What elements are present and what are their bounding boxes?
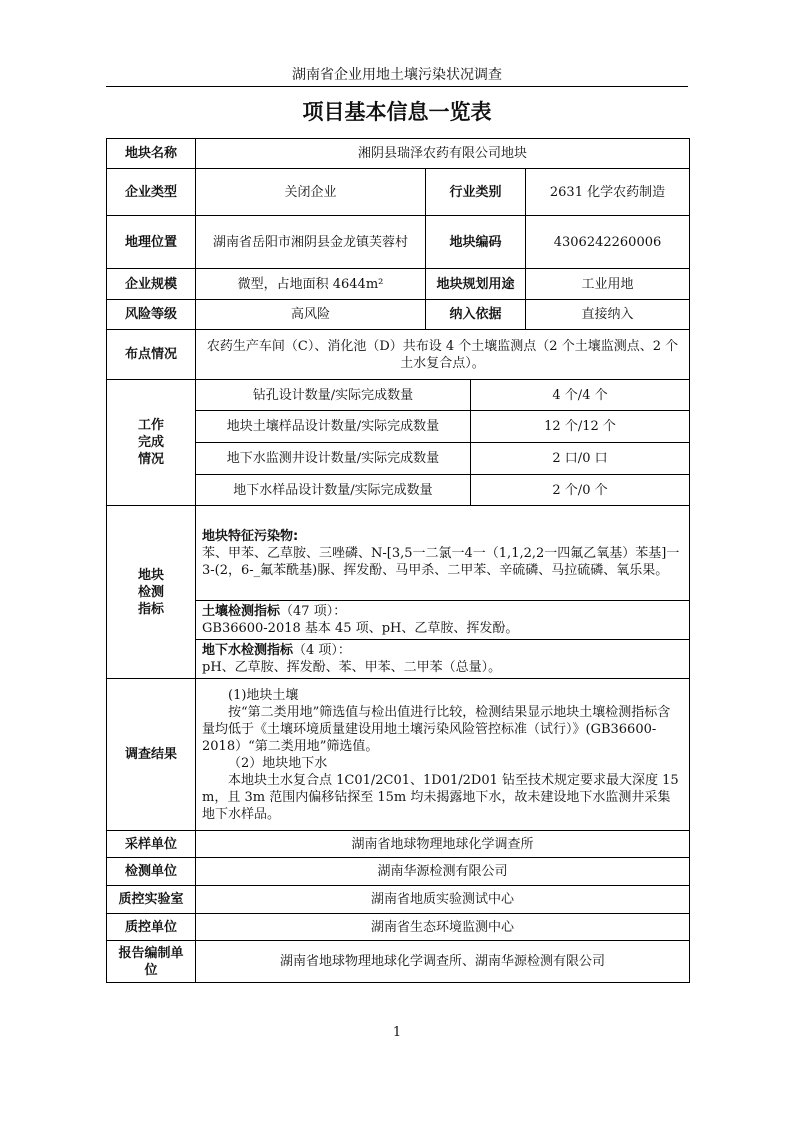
soil-indicators-title: 土壤检测指标 [202, 604, 281, 619]
table-row [107, 858, 690, 886]
groundwater-indicators-title: 地下水检测指标 [202, 643, 294, 658]
work-item-value: 2 口/0 口 [471, 443, 690, 475]
table-row [107, 886, 690, 914]
row-label: 质控实验室 [107, 886, 196, 914]
table-row [107, 216, 690, 269]
table-row [107, 679, 690, 831]
row-value: 4306242260006 [526, 216, 690, 269]
table-row [107, 139, 690, 169]
row-label: 地块名称 [107, 139, 196, 169]
result-groundwater-heading: （2）地块地下水 [228, 755, 328, 771]
row-label: 风险等级 [107, 300, 196, 330]
soil-indicators-count: （47 项）： [280, 604, 347, 619]
row-label: 地块检测指标 [107, 506, 196, 679]
row-label: 企业类型 [107, 169, 196, 216]
groundwater-indicators-text: pH、乙草胺、挥发酚、苯、甲苯、二甲苯（总量）。 [202, 660, 502, 675]
work-item-label: 地下水监测井设计数量/实际完成数量 [196, 443, 471, 475]
work-item-label: 钻孔设计数量/实际完成数量 [196, 380, 471, 411]
table-row [107, 269, 690, 300]
row-value: 湖南省地质实验测试中心 [196, 886, 690, 914]
result-groundwater-text: 本地块土水复合点 1C01/2C01、1D01/2D01 钻至技术规定要求最大深度 15 m，且 3m 范围内偏移钻探至 15m 均未揭露地下水，故未建设地下水监测井采集地下水样品。 [202, 772, 679, 822]
row-label: 地块编码 [426, 216, 526, 269]
row-label: 企业规模 [107, 269, 196, 300]
row-label: 报告编制单位 [107, 941, 196, 983]
page-number: 1 [392, 1025, 402, 1040]
pollutants-text: 苯、甲苯、乙草胺、三唑磷、N-[3,5一二氯一4一（1,1,2,2一四氟乙氧基）苯基]一3-(2，6-_氟苯酰基)脲、挥发酚、马甲杀、二甲苯、辛硫磷、马拉硫磷、氧乐果。 [202, 545, 680, 578]
row-value: 湖南华源检测有限公司 [196, 858, 690, 886]
table-row [107, 506, 690, 601]
row-value: 2631 化学农药制造 [526, 169, 690, 216]
table-row [107, 169, 690, 216]
pollutants-title: 地块特征污染物: [202, 528, 299, 544]
row-label: 质控单位 [107, 914, 196, 941]
work-item-label: 地块土壤样品设计数量/实际完成数量 [196, 411, 471, 443]
row-value: 湖南省地球物理地球化学调查所、湖南华源检测有限公司 [196, 941, 690, 983]
row-label: 地理位置 [107, 216, 196, 269]
row-label: 布点情况 [107, 330, 196, 380]
row-label: 检测单位 [107, 858, 196, 886]
row-value: 农药生产车间（C）、消化池（D）共布设 4 个土壤监测点（2 个土壤监测点、2 个土水复合点）。 [196, 330, 690, 380]
running-header: 湖南省企业用地土壤污染状况调查 [292, 67, 502, 83]
table-row [107, 380, 690, 411]
project-info-table [106, 138, 690, 983]
work-item-value: 12 个/12 个 [471, 411, 690, 443]
groundwater-indicators-count: （4 项）： [293, 643, 351, 658]
row-label: 工作完成情况 [107, 380, 196, 506]
row-value: 湖南省地球物理地球化学调查所 [196, 831, 690, 858]
row-value: 关闭企业 [196, 169, 426, 216]
soil-indicators-text: GB36600-2018 基本 45 项、pH、乙草胺、挥发酚。 [202, 621, 519, 636]
row-value: 高风险 [196, 300, 426, 330]
work-item-value: 4 个/4 个 [471, 380, 690, 411]
table-row [107, 831, 690, 858]
row-value: 湖南省岳阳市湘阴县金龙镇芙蓉村 [196, 216, 426, 269]
table-row [107, 914, 690, 941]
row-label: 地块规划用途 [426, 269, 526, 300]
table-row [107, 300, 690, 330]
row-value: 工业用地 [526, 269, 690, 300]
header-rule [106, 86, 688, 87]
row-value: 微型，占地面积 4644m² [196, 269, 426, 300]
row-value: 湖南省生态环境监测中心 [196, 914, 690, 941]
row-value: 直接纳入 [526, 300, 690, 330]
row-label: 纳入依据 [426, 300, 526, 330]
table-row [107, 330, 690, 380]
result-soil-text: 按“第二类用地”筛选值与检出值进行比较，检测结果显示地块土壤检测指标含量均低于《土壤环境质量建设用地土壤污染风险管控标准（试行）》(GB36600-2018）“第二类用地”筛选值。 [202, 704, 671, 754]
row-value: 湘阴县瑞泽农药有限公司地块 [196, 139, 690, 169]
work-item-label: 地下水样品设计数量/实际完成数量 [196, 475, 471, 506]
table-row [107, 941, 690, 983]
page-title: 项目基本信息一览表 [302, 100, 492, 124]
row-label: 行业类别 [426, 169, 526, 216]
row-label: 调查结果 [107, 679, 196, 831]
result-soil-heading: (1)地块土壤 [228, 687, 299, 703]
work-item-value: 2 个/0 个 [471, 475, 690, 506]
row-label: 采样单位 [107, 831, 196, 858]
